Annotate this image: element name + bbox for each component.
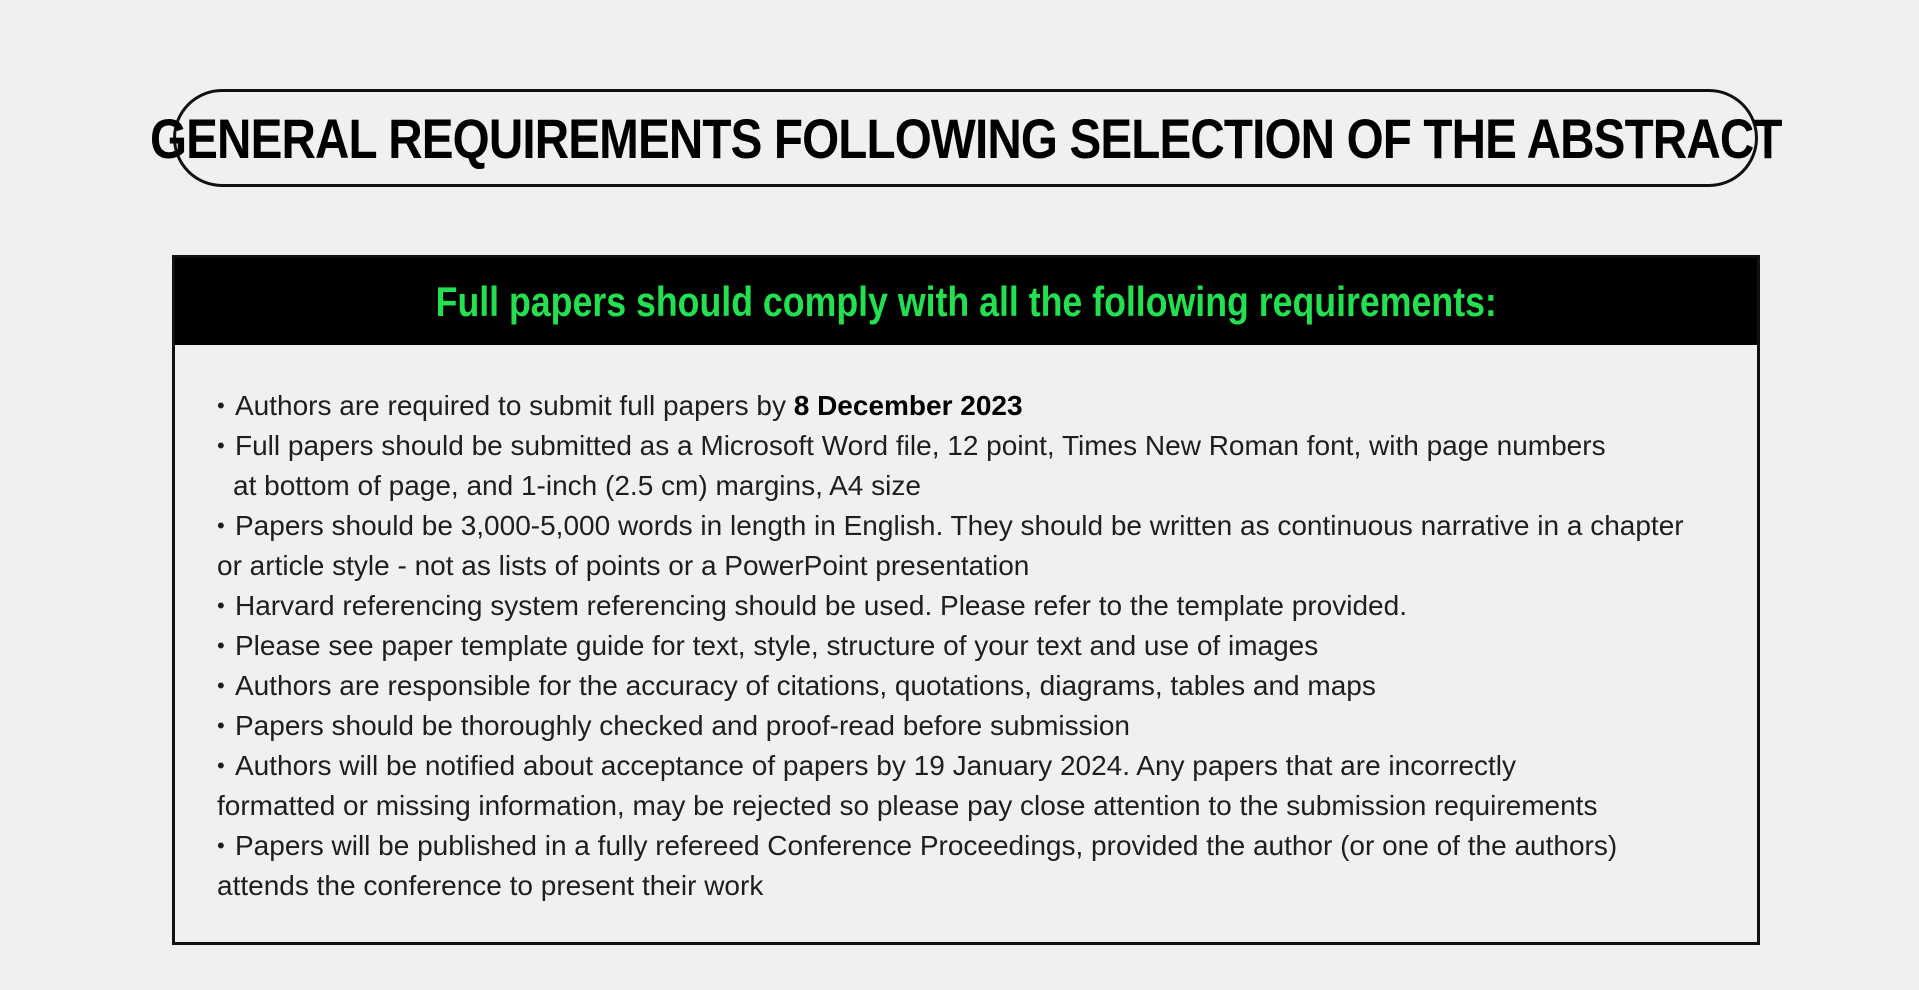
bullet-icon: • [217,833,225,858]
item-text: Please see paper template guide for text, style, structure of your text and use of images [235,630,1319,661]
item-continuation: or article style - not as lists of points or a PowerPoint presentation [217,550,1030,581]
list-item [217,386,1735,426]
submission-deadline: 8 December 2023 [793,390,1023,421]
bullet-icon: • [217,393,225,418]
bullet-icon: • [217,433,225,458]
requirements-header [175,258,1757,345]
list-item [217,746,1735,826]
list-item [217,706,1735,746]
item-text: Harvard referencing system referencing should be used. Please refer to the template provided. [235,590,1407,621]
requirements-header-text: Full papers should comply with all the following requirements: [435,277,1497,325]
bullet-icon: • [217,513,225,538]
item-continuation: attends the conference to present their work [217,870,764,901]
item-continuation: at bottom of page, and 1-inch (2.5 cm) margins, A4 size [233,470,921,501]
bullet-icon: • [217,753,225,778]
bullet-icon: • [217,713,225,738]
bullet-icon: • [217,633,225,658]
requirements-box [172,255,1760,945]
item-continuation: formatted or missing information, may be rejected so please pay close attention to the submission requirements [217,790,1598,821]
requirements-list [217,386,1735,906]
item-text: Authors will be notified about acceptance of papers by 19 January 2024. Any papers that are incorrectly [235,750,1516,781]
item-text: Authors are required to submit full papers by [235,390,794,421]
title-banner [149,89,1782,187]
item-text: Papers should be thoroughly checked and proof-read before submission [235,710,1131,741]
list-item [217,506,1735,586]
list-item [217,666,1735,706]
item-text: Full papers should be submitted as a Microsoft Word file, 12 point, Times New Roman font, with page numbers [235,430,1606,461]
item-text: Papers will be published in a fully refereed Conference Proceedings, provided the author (or one of the authors) [235,830,1618,861]
list-item [217,826,1735,906]
item-text: Papers should be 3,000-5,000 words in length in English. They should be written as continuous narrative in a chapter [235,510,1684,541]
item-text: Authors are responsible for the accuracy of citations, quotations, diagrams, tables and maps [235,670,1376,701]
bullet-icon: • [217,593,225,618]
list-item [217,426,1735,506]
page-title: GENERAL REQUIREMENTS FOLLOWING SELECTION OF THE ABSTRACT [149,106,1782,170]
list-item [217,586,1735,626]
list-item [217,626,1735,666]
bullet-icon: • [217,673,225,698]
